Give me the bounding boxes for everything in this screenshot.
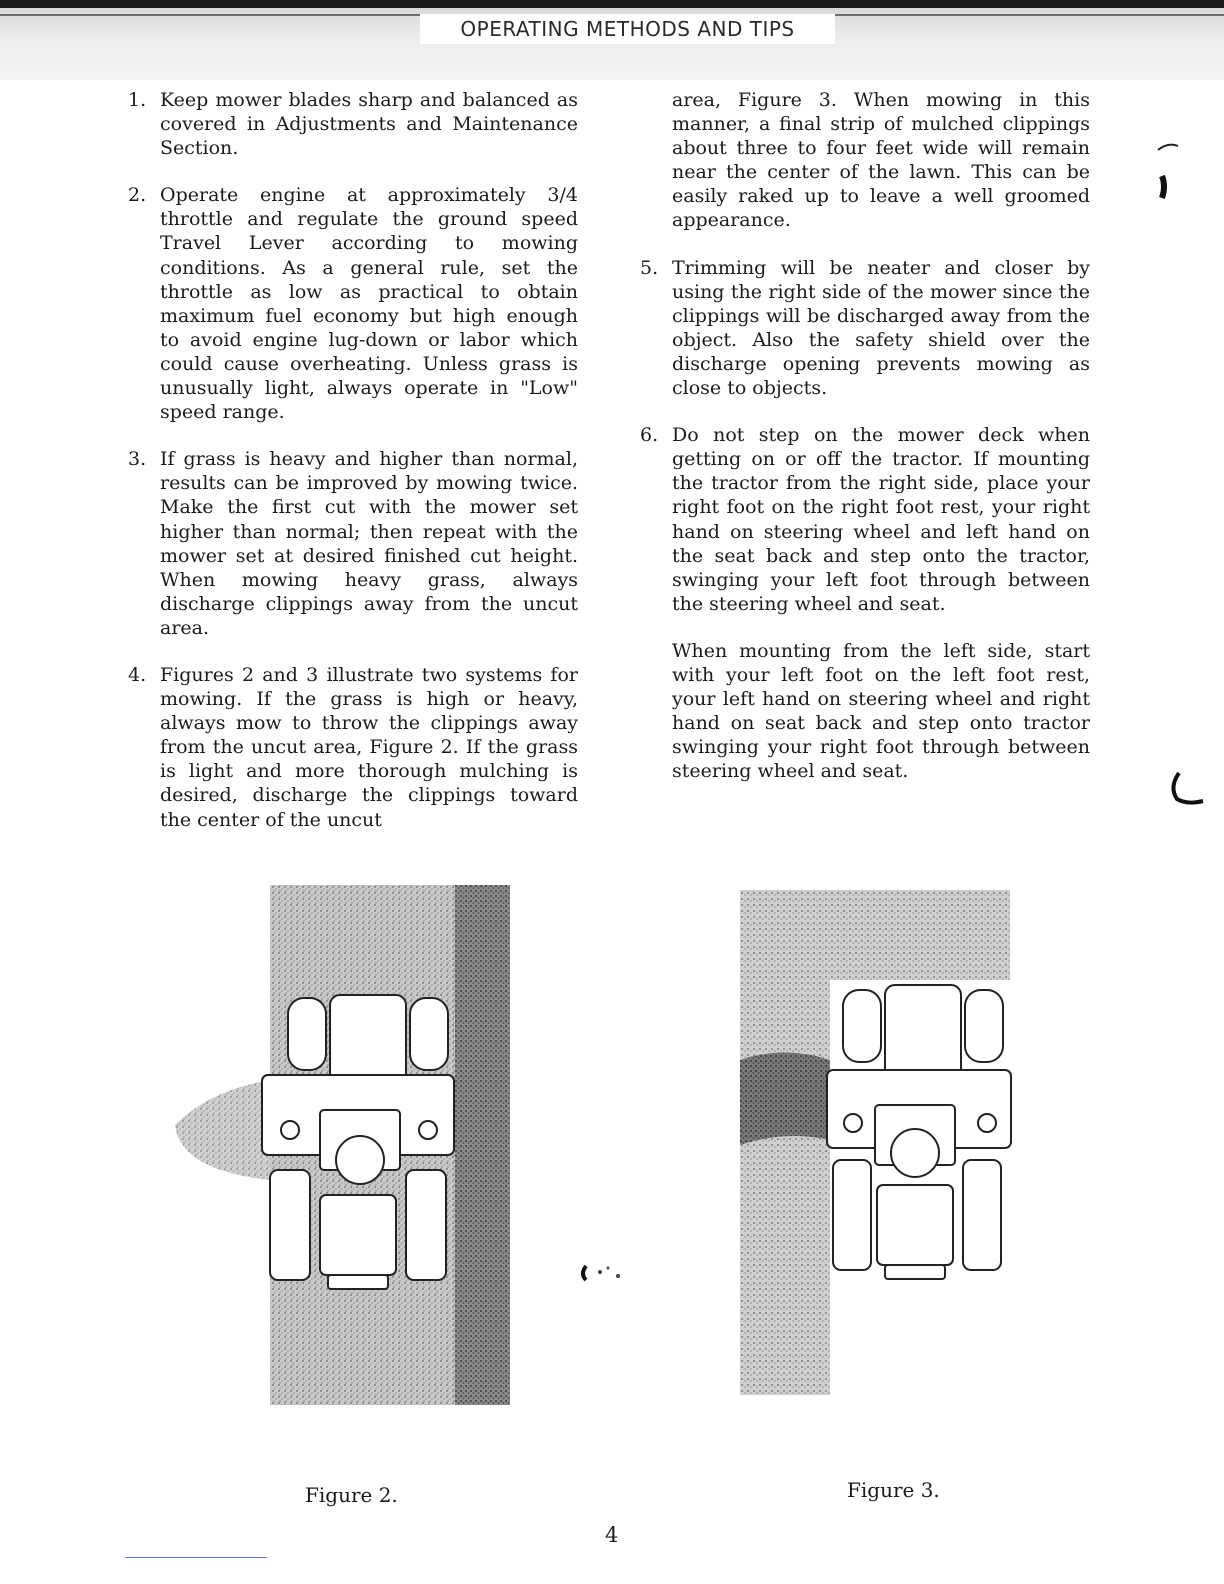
left-column — [128, 88, 578, 855]
item-number: 3. — [128, 448, 147, 471]
list-item-1 — [128, 88, 578, 160]
item-text: Trimming will be neater and closer by using the right side of the mower since the clippings will be discharged away from the object. Also the safety shield over the discharge opening prevents mowing as close to objects. — [672, 256, 1090, 400]
list-item-3 — [128, 447, 578, 640]
footer-rule — [125, 1557, 267, 1558]
scan-mark-bottom — [1165, 765, 1215, 815]
item-number: 5. — [640, 256, 659, 279]
list-item-5 — [640, 256, 1090, 401]
tractor-drawing — [827, 985, 1011, 1279]
item-number: 6. — [640, 424, 659, 447]
tractor-drawing — [262, 995, 454, 1289]
discharge-spray — [175, 1080, 270, 1180]
list-item-2 — [128, 183, 578, 424]
figure-3-illustration — [735, 885, 1015, 1405]
figure-2-svg — [170, 880, 550, 1420]
figure-3-caption: Figure 3. — [847, 1478, 940, 1502]
figure-3-svg — [735, 885, 1015, 1405]
item-number: 2. — [128, 184, 147, 207]
item-text: Figures 2 and 3 illustrate two systems for mowing. If the grass is high or heavy, always mow to throw the clippings away from the uncut area, Figure 2. If the grass is light and more thorough mulching is desired, discharge the clippings toward the center of the uncut — [160, 663, 578, 831]
scan-mark-top — [1150, 140, 1210, 210]
list-item-4 — [128, 663, 578, 832]
item-number: 4. — [128, 663, 147, 686]
figure-2-illustration — [170, 880, 550, 1420]
page-title: OPERATING METHODS AND TIPS — [420, 14, 835, 44]
uncut-grass-left — [740, 890, 830, 1395]
mulched-clippings — [740, 1053, 830, 1146]
item-text: If grass is heavy and higher than normal, results can be improved by mowing twice. Make the first cut with the mower set higher than normal; then repeat with the mower set at desired finished cut height. When mowing heavy grass, always discharge clippings away from the uncut area. — [160, 448, 578, 639]
top-rule — [0, 0, 1224, 8]
page-number: 4 — [605, 1523, 619, 1547]
clippings-strip — [455, 885, 510, 1405]
item-number: 1. — [128, 89, 147, 111]
list-item-4-continued: area, Figure 3. When mowing in this manner, a final strip of mulched clippings about three to four feet wide will remain near the center of the lawn. This can be easily raked up to leave a well groomed appearance. — [672, 89, 1090, 232]
item-text: Keep mower blades sharp and balanced as covered in Adjustments and Maintenance Section. — [160, 89, 578, 160]
item-text: Do not step on the mower deck when getting on or off the tractor. If mounting the tractor from the right side, place your right foot on the right foot rest, your right hand on steering wheel and left hand on the seat back and step onto the tractor, swinging your left foot through between the steering wheel and seat. — [672, 424, 1090, 615]
figure-2-caption: Figure 2. — [305, 1483, 398, 1507]
item-text: Operate engine at approximately 3/4 throttle and regulate the ground speed Travel Lever according to mowing conditions. As a general rule, set the throttle as low as practical to obtain maximum fuel economy but high enough to avoid engine lug-down or labor which could cause overheating. Unless grass is unusually light, always operate in "Low" speed range. — [160, 184, 578, 424]
list-item-6 — [640, 423, 1090, 616]
scan-mark-center — [578, 1258, 638, 1288]
right-column — [640, 88, 1090, 806]
paragraph-left-mount: When mounting from the left side, start with your left foot on the left foot rest, your left hand on steering wheel and right hand on seat back and step onto tractor swinging your right foot through between steering wheel and seat. — [672, 639, 1090, 783]
